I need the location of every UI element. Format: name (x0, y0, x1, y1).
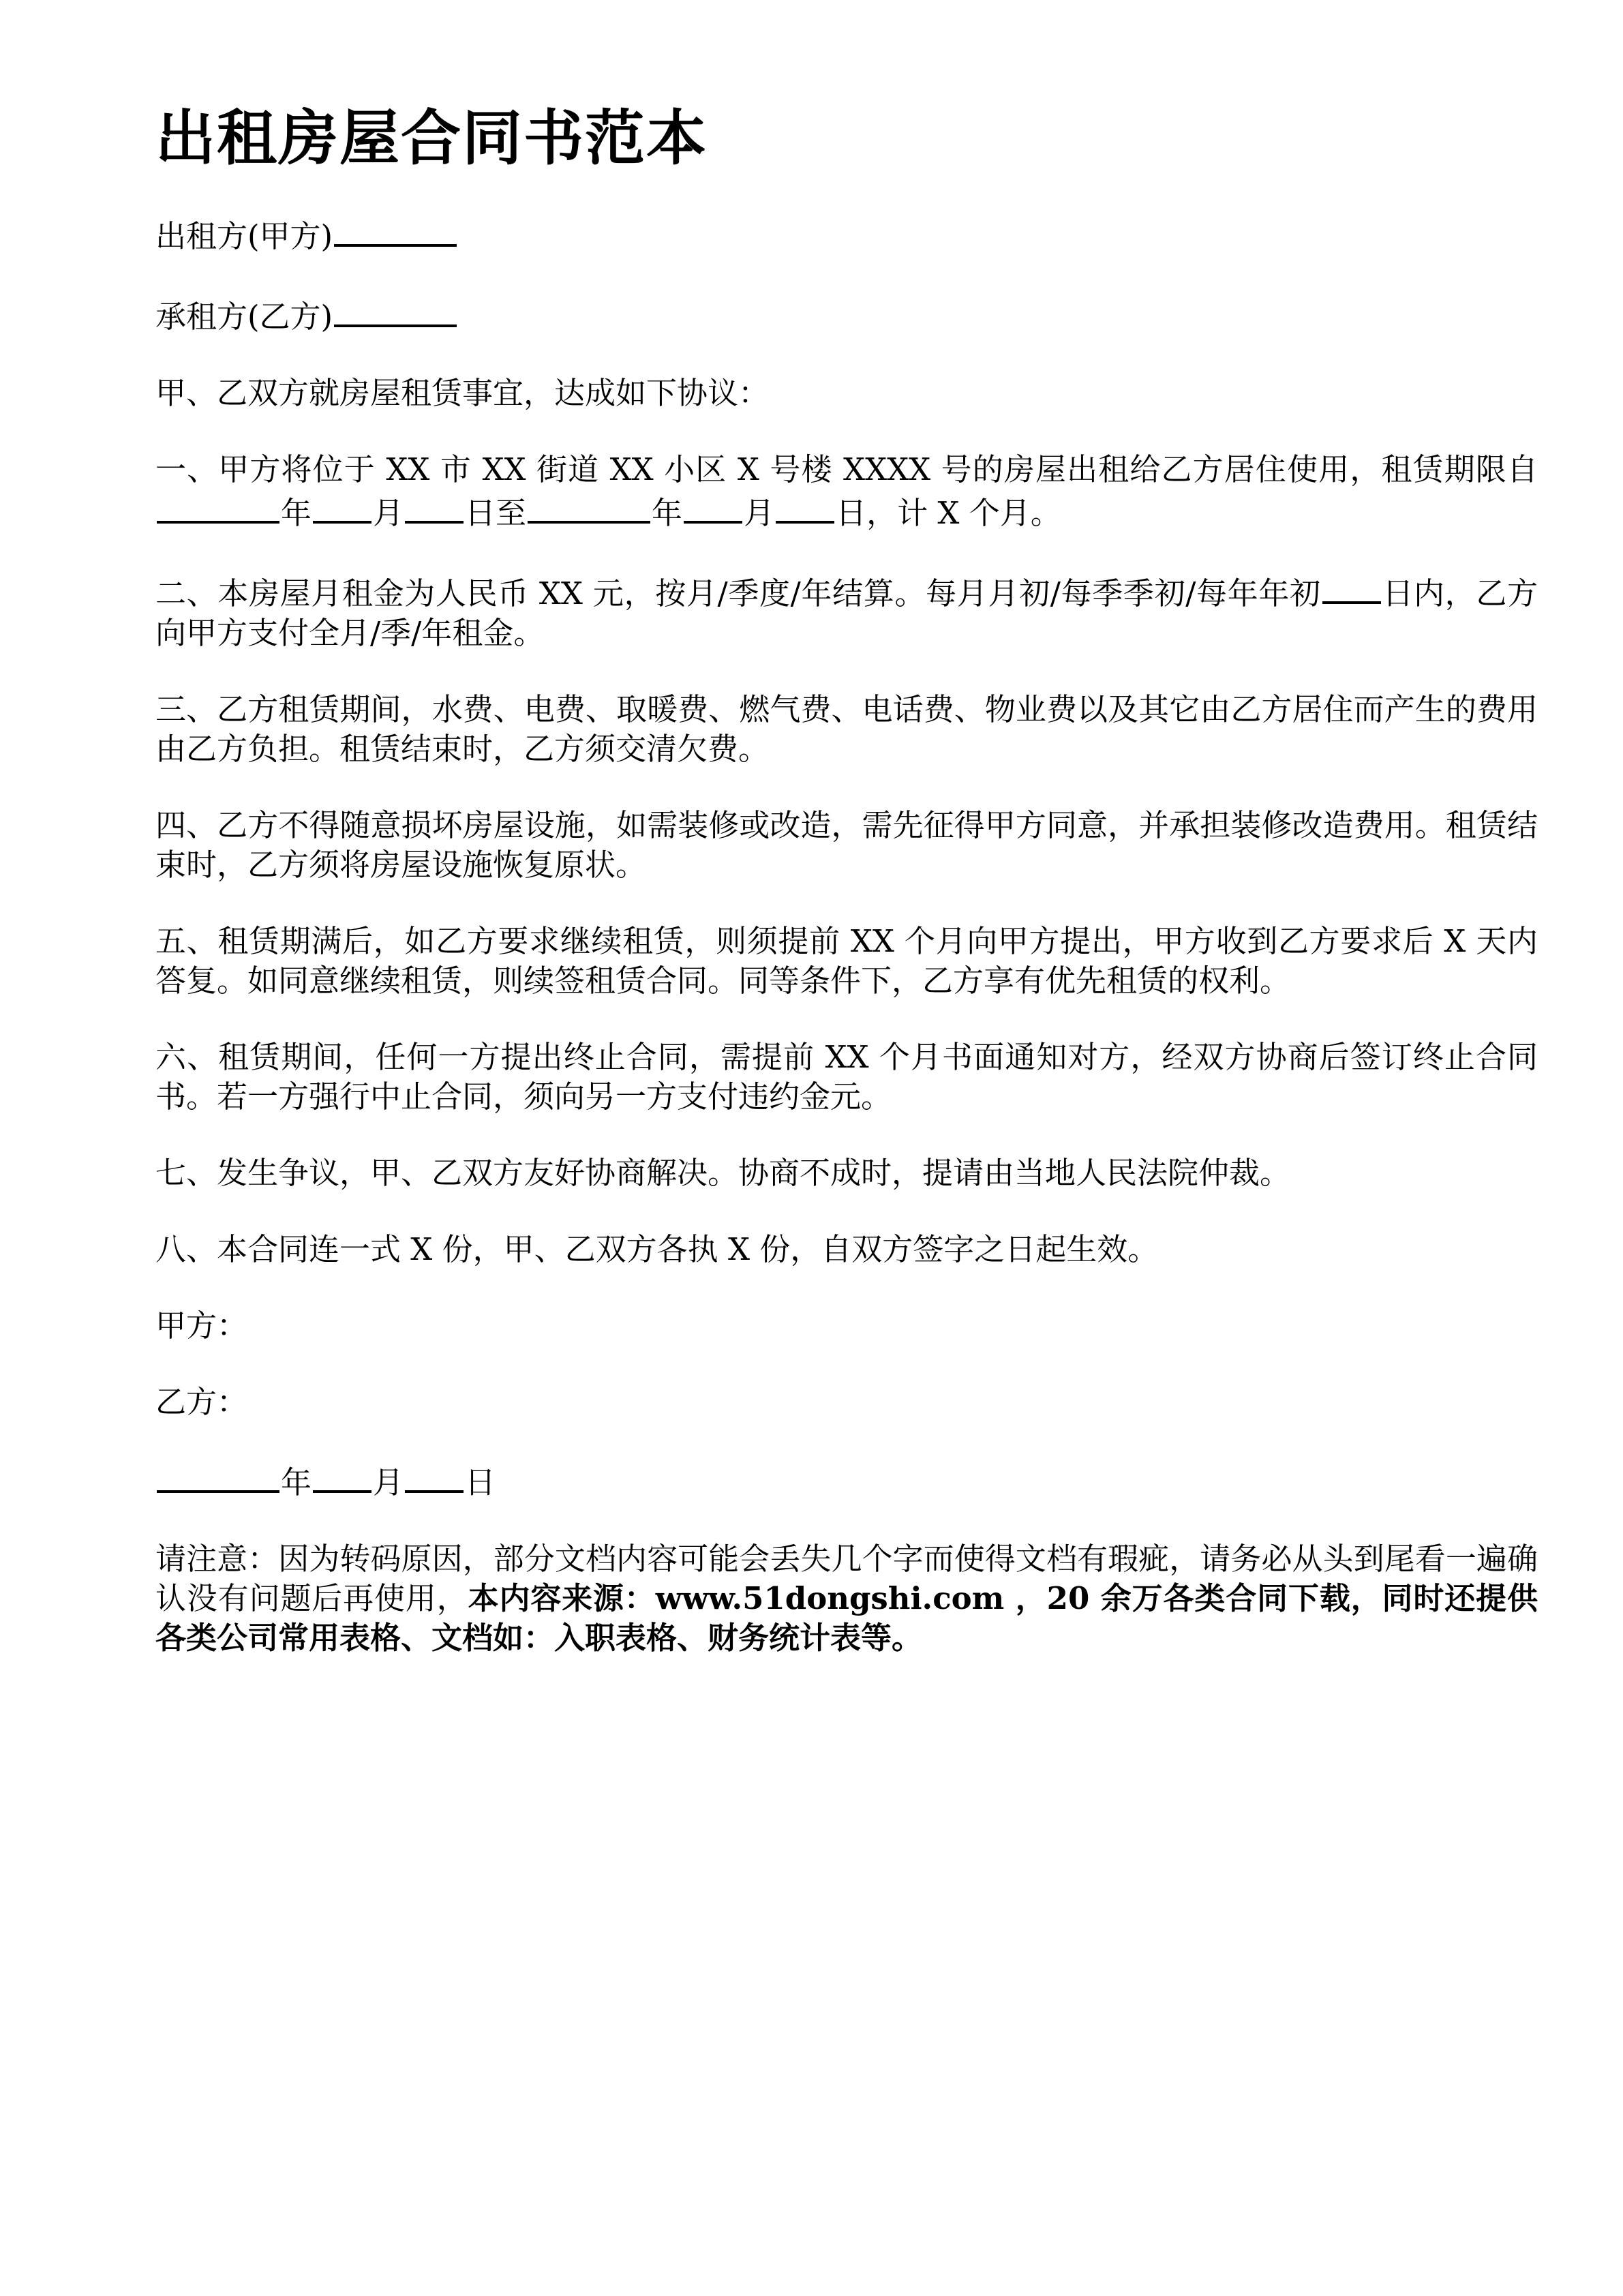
intro-paragraph: 甲、乙双方就房屋租赁事宜，达成如下协议： (155, 374, 770, 411)
notice-source-text: 本内容来源：www.51dongshi.com ，20 余万各类合同下载，同时还提供各类公司常用表格、文档如：入职表格、财务统计表等。 (155, 1580, 1538, 1656)
lessor-blank (334, 213, 457, 247)
sign-year-blank (157, 1459, 279, 1493)
clause-2-text-after: 日内，乙方向甲方支付全月/季/年租金。 (155, 575, 1538, 651)
start-year-blank (157, 489, 279, 524)
clause-1-month-2: 月 (744, 494, 775, 531)
end-month-blank (684, 489, 742, 524)
lessor-label: 出租方(甲方) (155, 217, 333, 254)
sign-month-label: 月 (373, 1464, 404, 1500)
end-year-blank (528, 489, 650, 524)
clause-4: 四、乙方不得随意损坏房屋设施，如需装修或改造，需先征得甲方同意，并承担装修改造费用。租赁结束时，乙方须将房屋设施恢复原状。 (155, 806, 1538, 883)
lessee-blank (334, 293, 457, 327)
start-day-blank (405, 489, 464, 524)
clause-2 (155, 570, 1538, 653)
clause-1-year-1: 年 (281, 494, 312, 531)
clause-1-day-2: 日，计 X 个月。 (836, 494, 1061, 531)
clause-1-year-2: 年 (652, 494, 683, 531)
clause-7: 七、发生争议，甲、乙双方友好协商解决。协商不成时，提请由当地人民法院仲裁。 (155, 1154, 1291, 1191)
source-notice (155, 1539, 1538, 1658)
sign-year-label: 年 (281, 1464, 312, 1500)
lessee-line (155, 293, 1538, 337)
sign-day-blank (405, 1459, 464, 1493)
clause-1-month-1: 月 (373, 494, 404, 531)
clause-1 (155, 450, 1538, 533)
clause-6: 六、租赁期间，任何一方提出终止合同，需提前 XX 个月书面通知对方，经双方协商后签订终止合同书。若一方强行中止合同，须向另一方支付违约金元。 (155, 1038, 1538, 1115)
clause-1-text: 一、甲方将位于 XX 市 XX 街道 XX 小区 X 号楼 XXXX 号的房屋出租给乙方居住使用，租赁期限自 (155, 451, 1538, 487)
sign-month-blank (313, 1459, 371, 1493)
sign-day-label: 日 (465, 1464, 496, 1500)
clause-5: 五、租赁期满后，如乙方要求继续租赁，则须提前 XX 个月向甲方提出，甲方收到乙方要求后 X 天内答复。如同意继续租赁，则续签租赁合同。同等条件下，乙方享有优先租赁的权利。 (155, 922, 1538, 999)
lessee-label: 承租方(乙方) (155, 298, 333, 335)
party-a-signature: 甲方： (155, 1307, 248, 1344)
notice-text: 请注意：因为转码原因，部分文档内容可能会丢失几个字而使得文档有瑕疵，请务必从头到尾看一遍确认没有问题后再使用， (155, 1540, 1538, 1616)
clause-3: 三、乙方租赁期间，水费、电费、取暖费、燃气费、电话费、物业费以及其它由乙方居住而产生的费用由乙方负担。租赁结束时，乙方须交清欠费。 (155, 691, 1538, 767)
contract-document (155, 102, 1538, 1658)
signature-date-line (155, 1459, 1538, 1502)
document-title: 出租房屋合同书范本 (155, 102, 708, 173)
lessor-line (155, 213, 1538, 256)
payment-day-blank (1322, 570, 1381, 604)
end-day-blank (776, 489, 834, 524)
start-month-blank (313, 489, 371, 524)
clause-2-text-before: 二、本房屋月租金为人民币 XX 元，按月/季度/年结算。每月月初/每季季初/每年年初 (155, 575, 1321, 611)
clause-1-day-1: 日至 (465, 494, 527, 531)
party-b-signature: 乙方： (155, 1383, 248, 1420)
clause-8: 八、本合同连一式 X 份，甲、乙双方各执 X 份，自双方签字之日起生效。 (155, 1230, 1159, 1267)
